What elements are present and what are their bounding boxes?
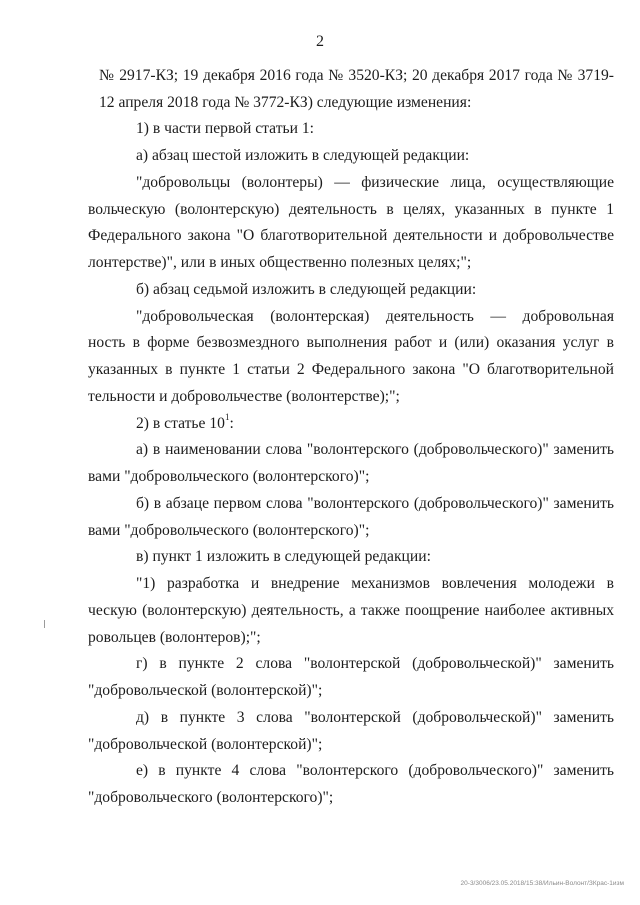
document-line-6: вольческую (волонтерскую) деятельность в целях, указанных в пункте 1 (88, 201, 614, 218)
footer-code: 20-3/3006/23.05.2018/15:38/Ильин-Волонт/ЗКрас-1изм (460, 880, 624, 887)
document-line-19: в) пункт 1 изложить в следующей редакции: (136, 548, 431, 565)
document-line-21: ческую (волонтерскую) деятельность, а также поощрение наиболее активных (88, 602, 614, 619)
document-line-20: "1) разработка и внедрение механизмов вовлечения молодежи в (136, 575, 614, 592)
document-line-18: вами "добровольческого (волонтерского)"; (88, 522, 370, 539)
document-line-4: а) абзац шестой изложить в следующей редакции: (136, 147, 470, 164)
document-line-23: г) в пункте 2 слова "волонтерской (добровольческой)" заменить (136, 655, 614, 672)
document-line-17: б) в абзаце первом слова "волонтерского (добровольческого)" заменить (136, 495, 614, 512)
document-line-14 (136, 411, 234, 434)
document-line-9: б) абзац седьмой изложить в следующей редакции: (136, 281, 477, 298)
article-superscript: 1 (224, 411, 230, 422)
document-line-3: 1) в части первой статьи 1: (136, 120, 314, 137)
document-line-1: № 2917-КЗ; 19 декабря 2016 года № 3520-КЗ; 20 декабря 2017 года № 3719- (99, 67, 614, 84)
document-line-10: "добровольческая (волонтерская) деятельность — добровольная (136, 308, 614, 325)
document-line-24: "добровольческой (волонтерской)"; (88, 682, 323, 699)
document-line-16: вами "добровольческого (волонтерского)"; (88, 468, 370, 485)
document-line-12: указанных в пункте 1 статьи 2 Федерального закона "О благотворительной (88, 361, 614, 378)
article-heading-text: 2) в статье 10 (136, 415, 225, 432)
document-line-8: лонтерстве)", или в иных общественно полезных целях;"; (88, 254, 472, 271)
document-line-26: "добровольческой (волонтерской)"; (88, 736, 323, 753)
document-line-11: ность в форме безвозмездного выполнения работ и (или) оказания услуг в (88, 334, 614, 351)
document-line-13: тельности и добровольчестве (волонтерстве);"; (88, 388, 400, 405)
document-line-15: а) в наименовании слова "волонтерского (добровольческого)" заменить (136, 441, 614, 458)
article-heading-suffix: : (229, 415, 234, 432)
document-line-27: е) в пункте 4 слова "волонтерского (добровольческого)" заменить (136, 762, 614, 779)
page-number: 2 (316, 33, 324, 50)
margin-mark (44, 620, 45, 628)
document-line-7: Федерального закона "О благотворительной деятельности и добровольчестве (88, 227, 614, 244)
document-line-22: ровольцев (волонтеров);"; (88, 629, 261, 646)
document-line-2: 12 апреля 2018 года № 3772-КЗ) следующие изменения: (99, 94, 472, 111)
document-line-28: "добровольческого (волонтерского)"; (88, 789, 334, 806)
document-line-5: "добровольцы (волонтеры) — физические лица, осуществляющие (136, 174, 614, 191)
document-line-25: д) в пункте 3 слова "волонтерской (добровольческой)" заменить (136, 709, 614, 726)
